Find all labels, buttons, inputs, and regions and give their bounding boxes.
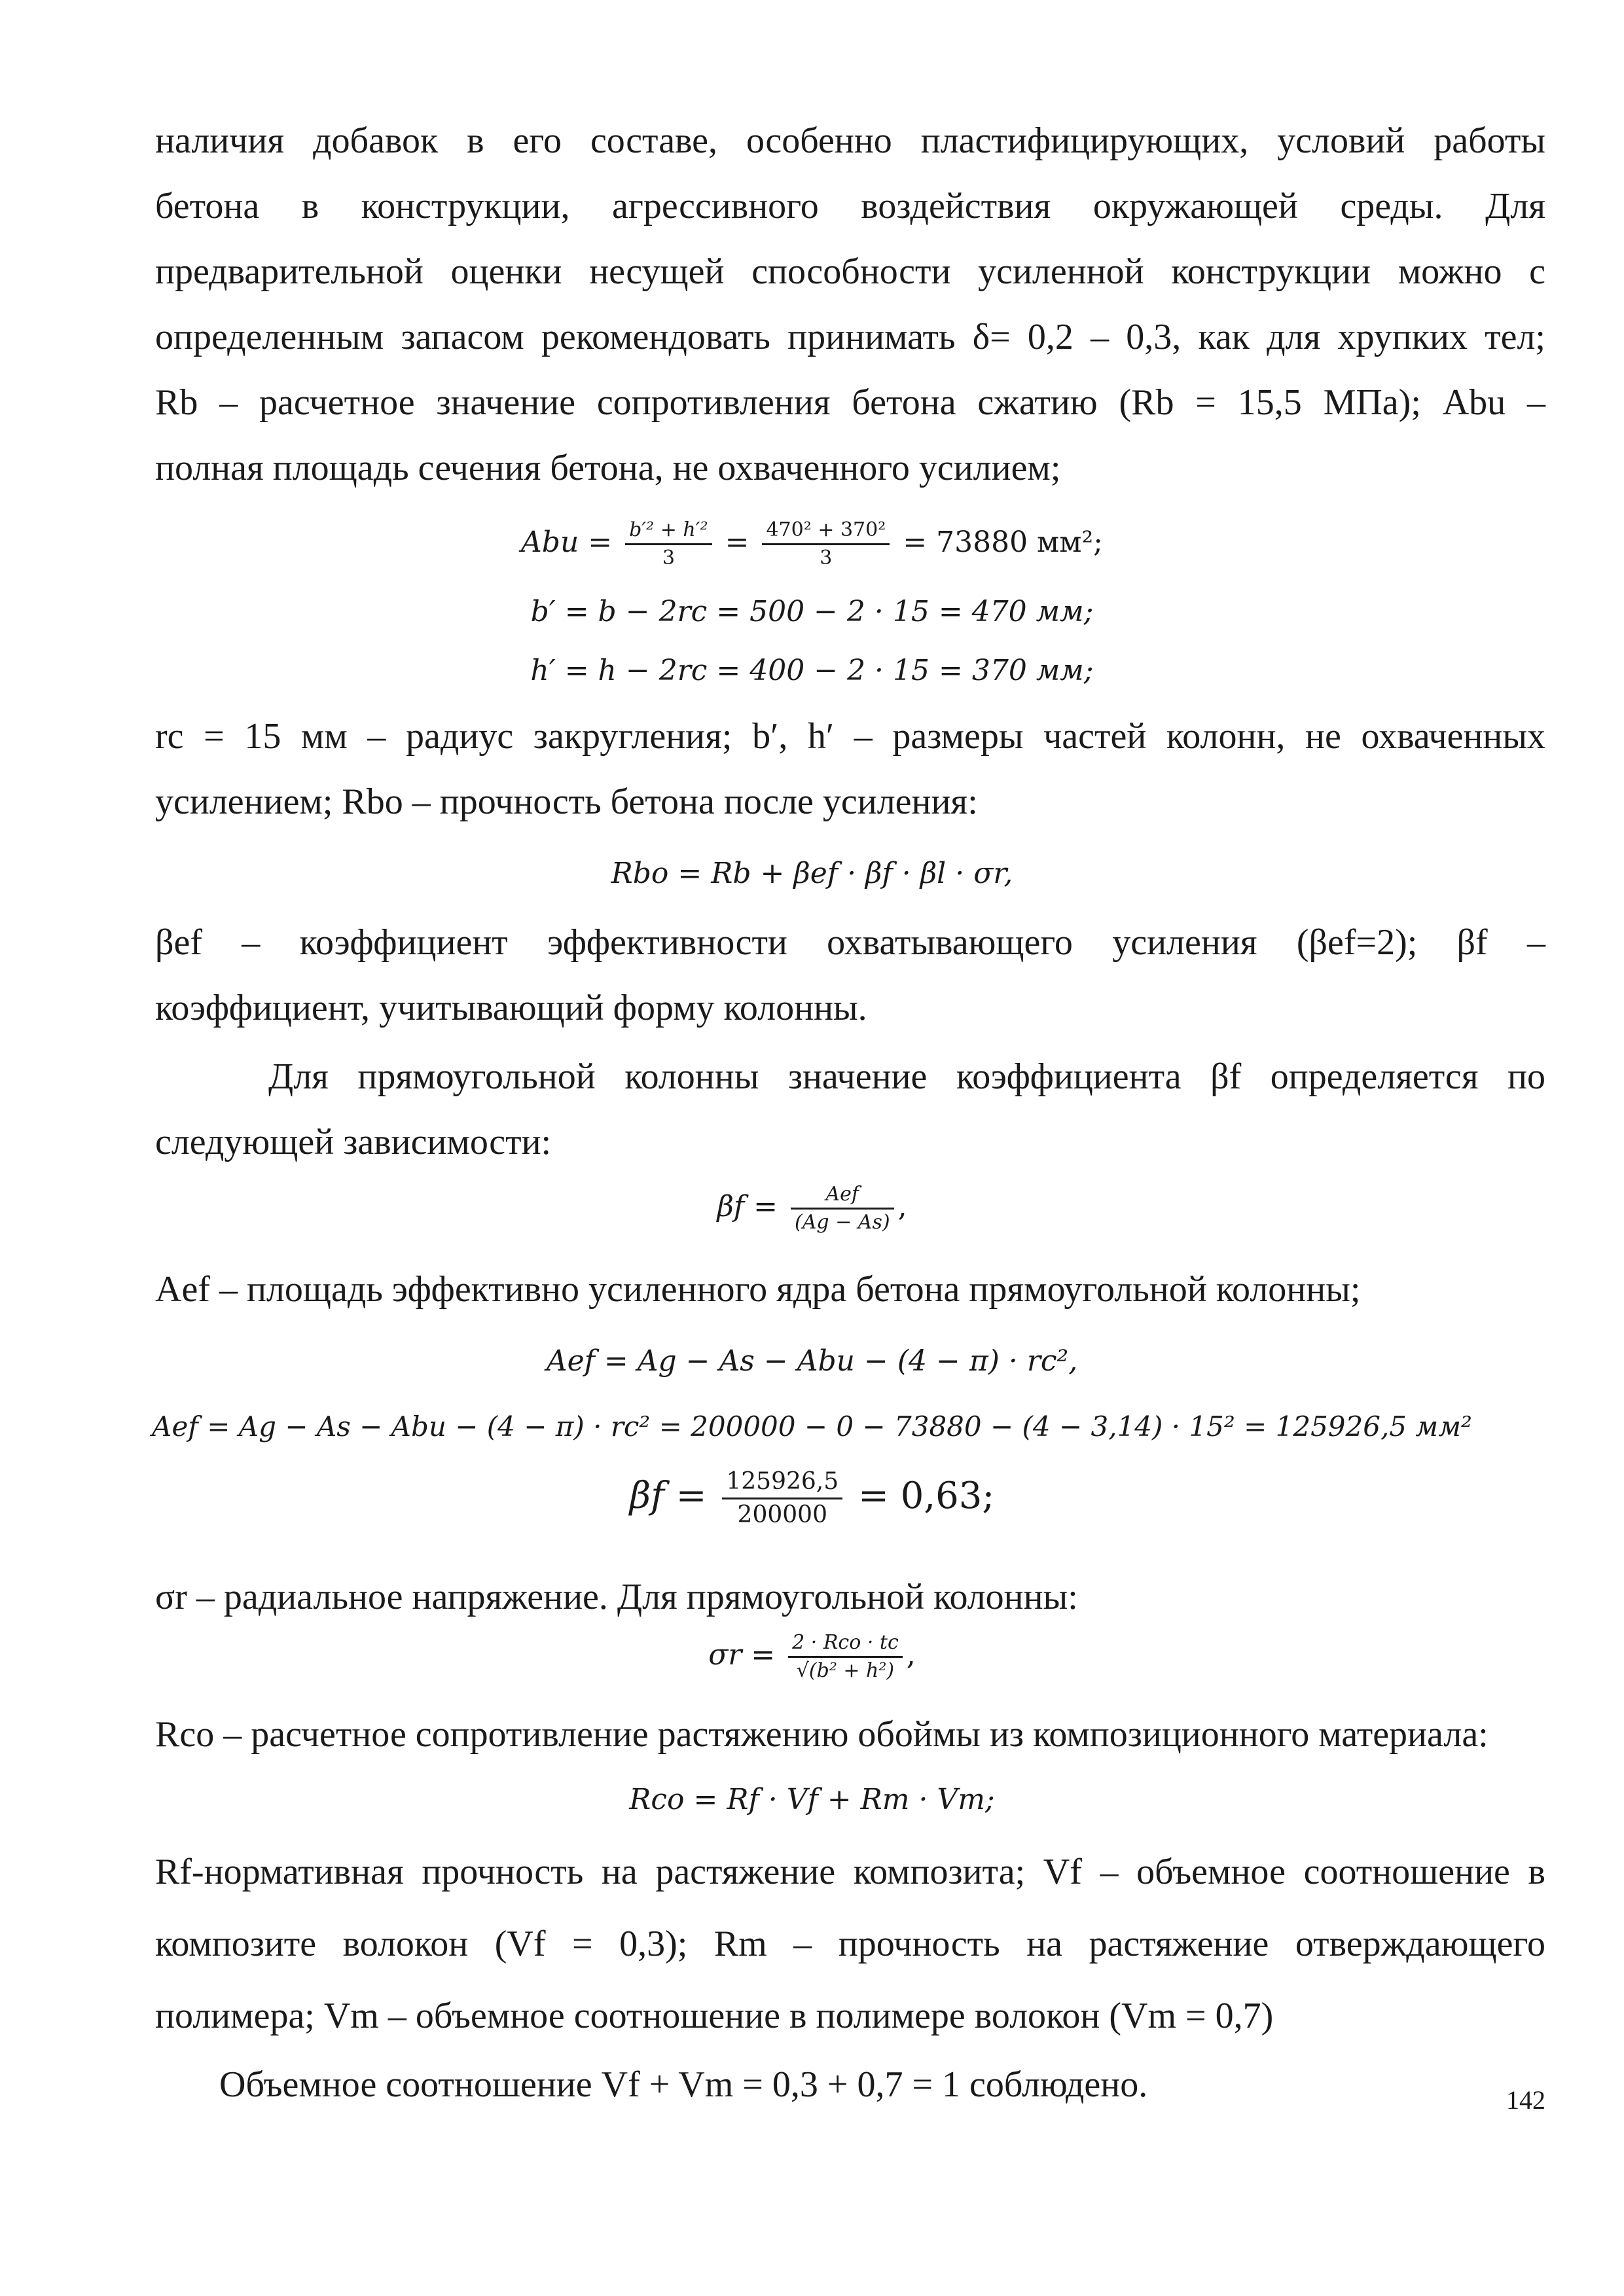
formula-sigma-r <box>0 1630 1624 1684</box>
fraction <box>791 1181 894 1236</box>
fraction-denominator: 3 <box>662 547 675 569</box>
text-line: Для прямоугольной колонны значение коэффициента βf определяется по <box>268 1056 1545 1097</box>
text-line: бетона в конструкции, агрессивного воздействия окружающей среды. Для <box>155 186 1545 226</box>
formula-part: , <box>906 1638 916 1672</box>
fraction-numerator: 125926,5 <box>722 1466 842 1499</box>
formula-aef-calc: Aef = Ag − As − Abu − (4 − π) · rc² = 200000 − 0 − 73880 − (4 − 3,14) · 15² = 125926,5 мм² <box>152 1410 1472 1443</box>
text-line: наличия добавок в его составе, особенно пластифицирующих, условий работы <box>155 120 1545 161</box>
text-line: предварительной оценки несущей способности усиленной конструкции можно с <box>155 251 1545 292</box>
text-line: Rco – расчетное сопротивление растяжению обоймы из композиционного материала: <box>155 1714 1489 1755</box>
formula-part: σr = <box>708 1638 776 1672</box>
text-line: коэффициент, учитывающий форму колонны. <box>155 988 867 1028</box>
fraction-denominator: 3 <box>820 547 833 569</box>
fraction-numerator: 2 · Rco · tc <box>788 1630 903 1658</box>
formula-part: = 0,63; <box>857 1475 995 1517</box>
text-line: Rf-нормативная прочность на растяжение композита; Vf – объемное соотношение в <box>155 1852 1545 1892</box>
text-line: усилением; Rbo – прочность бетона после усиления: <box>155 781 978 822</box>
formula-part: = 73880 мм²; <box>903 526 1103 559</box>
formula-part: , <box>897 1190 907 1223</box>
text-line: Объемное соотношение Vf + Vm = 0,3 + 0,7 = 1 соблюдено. <box>219 2064 1148 2105</box>
text-line: σr – радиальное напряжение. Для прямоугольной колонны: <box>155 1577 1078 1617</box>
formula-b-prime: b′ = b − 2rc = 500 − 2 · 15 = 470 мм; <box>530 595 1094 628</box>
formula-part: βf = <box>629 1475 707 1517</box>
formula-beta-f <box>0 1181 1624 1236</box>
fraction-denominator: (Ag − As) <box>795 1211 890 1234</box>
fraction-numerator: b′² + h′² <box>625 517 712 545</box>
page-number: 142 <box>1506 2085 1545 2115</box>
fraction-numerator: Aef <box>791 1181 894 1210</box>
formula-rco: Rco = Rf · Vf + Rm · Vm; <box>629 1783 995 1816</box>
text-line: rc = 15 мм – радиус закругления; b′, h′ – размеры частей колонн, не охваченных <box>155 716 1545 757</box>
fraction <box>722 1466 842 1531</box>
formula-beta-f-calc <box>0 1466 1624 1531</box>
text-line: Rb – расчетное значение сопротивления бетона сжатию (Rb = 15,5 МПа); Abu – <box>155 382 1545 423</box>
formula-rbo: Rbo = Rb + βef · βf · βl · σr, <box>611 857 1013 890</box>
text-line: полная площадь сечения бетона, не охваченного усилием; <box>155 448 1061 488</box>
text-line: Aef – площадь эффективно усиленного ядра бетона прямоугольной колонны; <box>155 1269 1361 1310</box>
fraction-denominator: √(b² + h²) <box>796 1659 895 1682</box>
fraction <box>788 1630 903 1684</box>
text-line: полимера; Vm – объемное соотношение в полимере волокон (Vm = 0,7) <box>155 1996 1274 2036</box>
fraction <box>762 517 890 571</box>
fraction-denominator: 200000 <box>737 1501 827 1528</box>
text-line: определенным запасом рекомендовать принимать δ= 0,2 – 0,3, как для хрупких тел; <box>155 317 1545 357</box>
formula-abu: Abu = $\frac{\text{b′² + h′²}}{3}$ = $\frac{\text{470² + 370²}}{3}$ = 73880 мм²; <box>0 517 1624 571</box>
fraction <box>625 517 712 571</box>
formula-part: Abu = <box>521 526 613 559</box>
formula-part: βf = <box>717 1190 778 1223</box>
text-line: композите волокон (Vf = 0,3); Rm – прочность на растяжение отверждающего <box>155 1924 1545 1964</box>
formula-aef: Aef = Ag − As − Abu − (4 − π) · rc², <box>546 1344 1078 1378</box>
formula-h-prime: h′ = h − 2rc = 400 − 2 · 15 = 370 мм; <box>530 654 1094 687</box>
fraction-numerator: 470² + 370² <box>762 517 890 545</box>
text-line: следующей зависимости: <box>155 1122 552 1162</box>
text-line: βef – коэффициент эффективности охватывающего усиления (βef=2); βf – <box>155 922 1545 963</box>
